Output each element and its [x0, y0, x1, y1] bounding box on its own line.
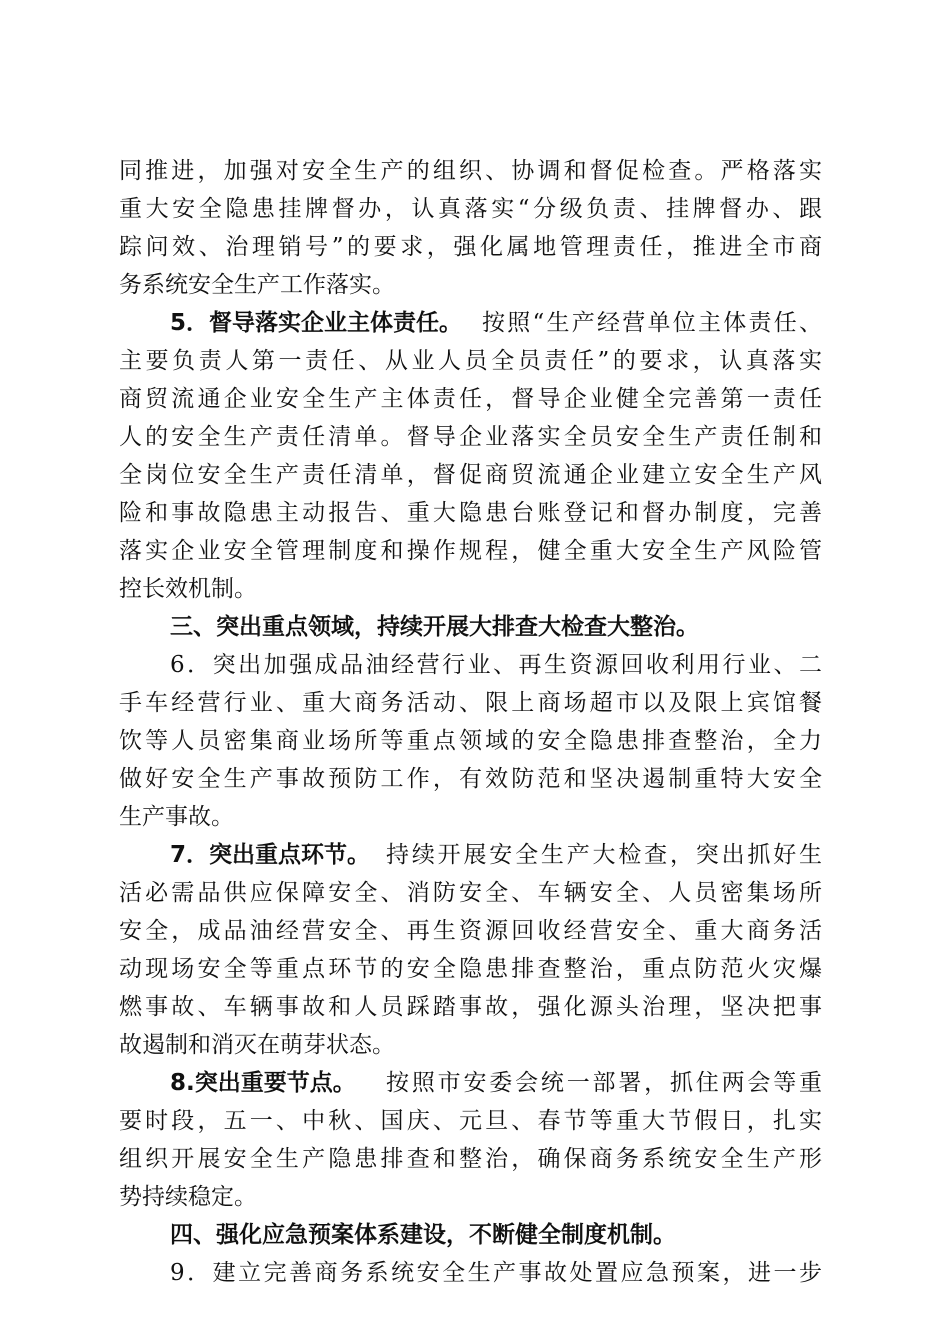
text-run: 做好安全生产事故预防工作，有效防范和坚决遏制重特大安全: [119, 766, 826, 792]
text-run: 燃事故、车辆事故和人员踩踏事故，强化源头治理，坚决把事: [119, 994, 826, 1020]
text-run: 6．突出加强成品油经营行业、再生资源回收利用行业、二: [170, 652, 825, 678]
text-line: [0, 1179, 950, 1215]
item-heading: 7．突出重点环节。: [170, 842, 371, 868]
text-run: 重大安全隐患挂牌督办，认真落实“分级负责、挂牌督办、跟: [119, 196, 826, 222]
text-run: 持续开展安全生产大检查，突出抓好生: [386, 842, 825, 868]
text-line: [0, 1217, 950, 1253]
text-run: 按照市安委会统一部署，抓住两会等重: [386, 1070, 825, 1096]
text-run: 务系统安全生产工作落实。: [119, 272, 395, 298]
text-run: 组织开展安全生产隐患排查和整治，确保商务系统安全生产形: [119, 1146, 826, 1172]
text-line: [0, 1065, 950, 1101]
text-line: [0, 153, 950, 189]
item-heading: 5．督导落实企业主体责任。: [170, 310, 463, 336]
text-run: 商贸流通企业安全生产主体责任，督导企业健全完善第一责任: [119, 386, 826, 412]
text-run: 险和事故隐患主动报告、重大隐患台账登记和督办制度，完善: [119, 500, 826, 526]
text-line: [0, 875, 950, 911]
text-line: [0, 305, 950, 341]
text-line: [0, 951, 950, 987]
text-line: [0, 1027, 950, 1063]
text-run: 9．建立完善商务系统安全生产事故处置应急预案，进一步: [170, 1260, 825, 1286]
text-run: 要时段，五一、中秋、国庆、元旦、春节等重大节假日，扎实: [119, 1108, 826, 1134]
section-heading: 四、强化应急预案体系建设，不断健全制度机制。: [170, 1222, 676, 1248]
text-line: [0, 571, 950, 607]
text-run: 势持续稳定。: [119, 1184, 257, 1210]
text-line: [0, 761, 950, 797]
text-run: 手车经营行业、重大商务活动、限上商场超市以及限上宾馆餐: [119, 690, 826, 716]
text-line: [0, 989, 950, 1025]
text-line: [0, 533, 950, 569]
text-run: 活必需品供应保障安全、消防安全、车辆安全、人员密集场所: [119, 880, 826, 906]
text-line: [0, 685, 950, 721]
text-line: [0, 419, 950, 455]
text-line: [0, 837, 950, 873]
text-run: 踪问效、治理销号”的要求，强化属地管理责任，推进全市商: [119, 234, 826, 260]
text-line: [0, 913, 950, 949]
text-run: 主要负责人第一责任、从业人员全员责任”的要求，认真落实: [119, 348, 826, 374]
text-run: 人的安全生产责任清单。督导企业落实全员安全生产责任制和: [119, 424, 826, 450]
text-run: 生产事故。: [119, 804, 234, 830]
text-run: 饮等人员密集商业场所等重点领域的安全隐患排查整治，全力: [119, 728, 826, 754]
text-line: [0, 647, 950, 683]
text-line: [0, 495, 950, 531]
text-run: 安全，成品油经营安全、再生资源回收经营安全、重大商务活: [119, 918, 826, 944]
text-line: [0, 267, 950, 303]
text-line: [0, 799, 950, 835]
section-heading: 三、突出重点领域，持续开展大排查大检查大整治。: [170, 614, 699, 640]
text-line: [0, 723, 950, 759]
text-line: [0, 1255, 950, 1291]
text-line: [0, 1103, 950, 1139]
text-line: [0, 457, 950, 493]
text-line: [0, 191, 950, 227]
text-line: [0, 1141, 950, 1177]
text-run: 动现场安全等重点环节的安全隐患排查整治，重点防范火灾爆: [119, 956, 826, 982]
text-run: 按照“生产经营单位主体责任、: [482, 310, 825, 336]
text-line: [0, 609, 950, 645]
text-run: 全岗位安全生产责任清单，督促商贸流通企业建立安全生产风: [119, 462, 826, 488]
text-run: 控长效机制。: [119, 576, 257, 602]
text-line: [0, 229, 950, 265]
text-run: 故遏制和消灭在萌芽状态。: [119, 1032, 395, 1058]
text-run: 同推进，加强对安全生产的组织、协调和督促检查。严格落实: [119, 158, 826, 184]
text-line: [0, 343, 950, 379]
item-heading: 8.突出重要节点。: [170, 1070, 356, 1096]
text-line: [0, 381, 950, 417]
text-run: 落实企业安全管理制度和操作规程，健全重大安全生产风险管: [119, 538, 826, 564]
